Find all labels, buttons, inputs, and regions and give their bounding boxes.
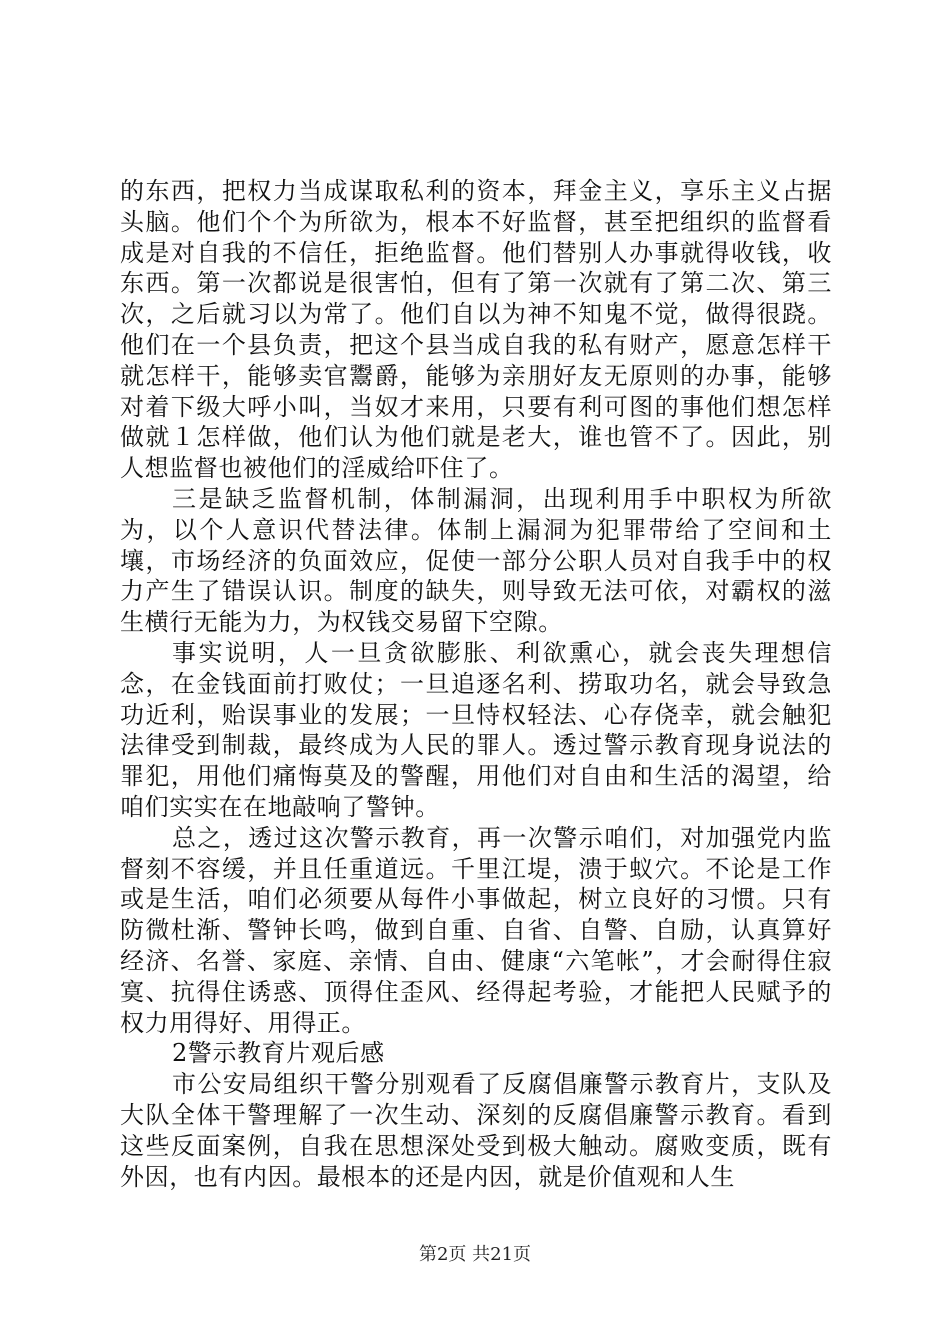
section-heading: 2警示教育片观后感 (172, 1039, 385, 1068)
document-body (120, 176, 832, 1192)
paragraph-continuation: 的东西，把权力当成谋取私利的资本，拜金主义，享乐主义占据头脑。他们个个为所欲为，根本不好监督，甚至把组织的监督看成是对自我的不信任，拒绝监督。他们替别人办事就得收钱，收东西。第一次都说是很害怕，但有了第一次就有了第二次、第三次，之后就习以为常了。他们自以为神不知鬼不觉，做得很跷。他们在一个县负责，把这个县当成自我的私有财产，愿意怎样干就怎样干，能够卖官鬻爵，能够为亲朋好友无原则的办事，能够对着下级大呼小叫，当奴才来用，只要有利可图的事他们想怎样做就１怎样做，他们认为他们就是老大，谁也管不了。因此，别人想监督也被他们的淫威给吓住了。 (120, 177, 832, 483)
paragraph-supervision-mechanism: 三是缺乏监督机制，体制漏洞，出现利用手中职权为所欲为，以个人意识代替法律。体制上漏洞为犯罪带给了空间和土壤，市场经济的负面效应，促使一部分公职人员对自我手中的权力产生了错误认识。制度的缺失，则导致无法可依，对霸权的滋生横行无能为力，为权钱交易留下空隙。 (120, 484, 832, 637)
paragraph-facts: 事实说明，人一旦贪欲膨胀、利欲熏心，就会丧失理想信念，在金钱面前打败仗；一旦追逐名利、捞取功名，就会导致急功近利，贻误事业的发展；一旦恃权轻法、心存侥幸，就会触犯法律受到制裁，最终成为人民的罪人。透过警示教育现身说法的罪犯，用他们痛悔莫及的警醒，用他们对自由和生活的渴望，给咱们实实在在地敲响了警钟。 (120, 638, 832, 821)
paragraph-conclusion: 总之，透过这次警示教育，再一次警示咱们，对加强党内监督刻不容缓，并且任重道远。千里江堤，溃于蚁穴。不论是工作或是生活，咱们必须要从每件小事做起，树立良好的习惯。只有防微杜渐、警钟长鸣，做到自重、自省、自警、自励，认真算好经济、名誉、家庭、亲情、自由、健康“六笔帐”，才会耐得住寂寞、抗得住诱惑、顶得住歪风、经得起考验，才能把人民赋予的权力用得好、用得正。 (120, 823, 832, 1037)
page-footer: 第2页 共21页 (418, 1244, 532, 1265)
paragraph-section-intro: 市公安局组织干警分别观看了反腐倡廉警示教育片，支队及大队全体干警理解了一次生动、深刻的反腐倡廉警示教育。看到这些反面案例，自我在思想深处受到极大触动。腐败变质，既有外因，也有内因。最根本的还是内因，就是价值观和人生 (120, 1070, 832, 1191)
